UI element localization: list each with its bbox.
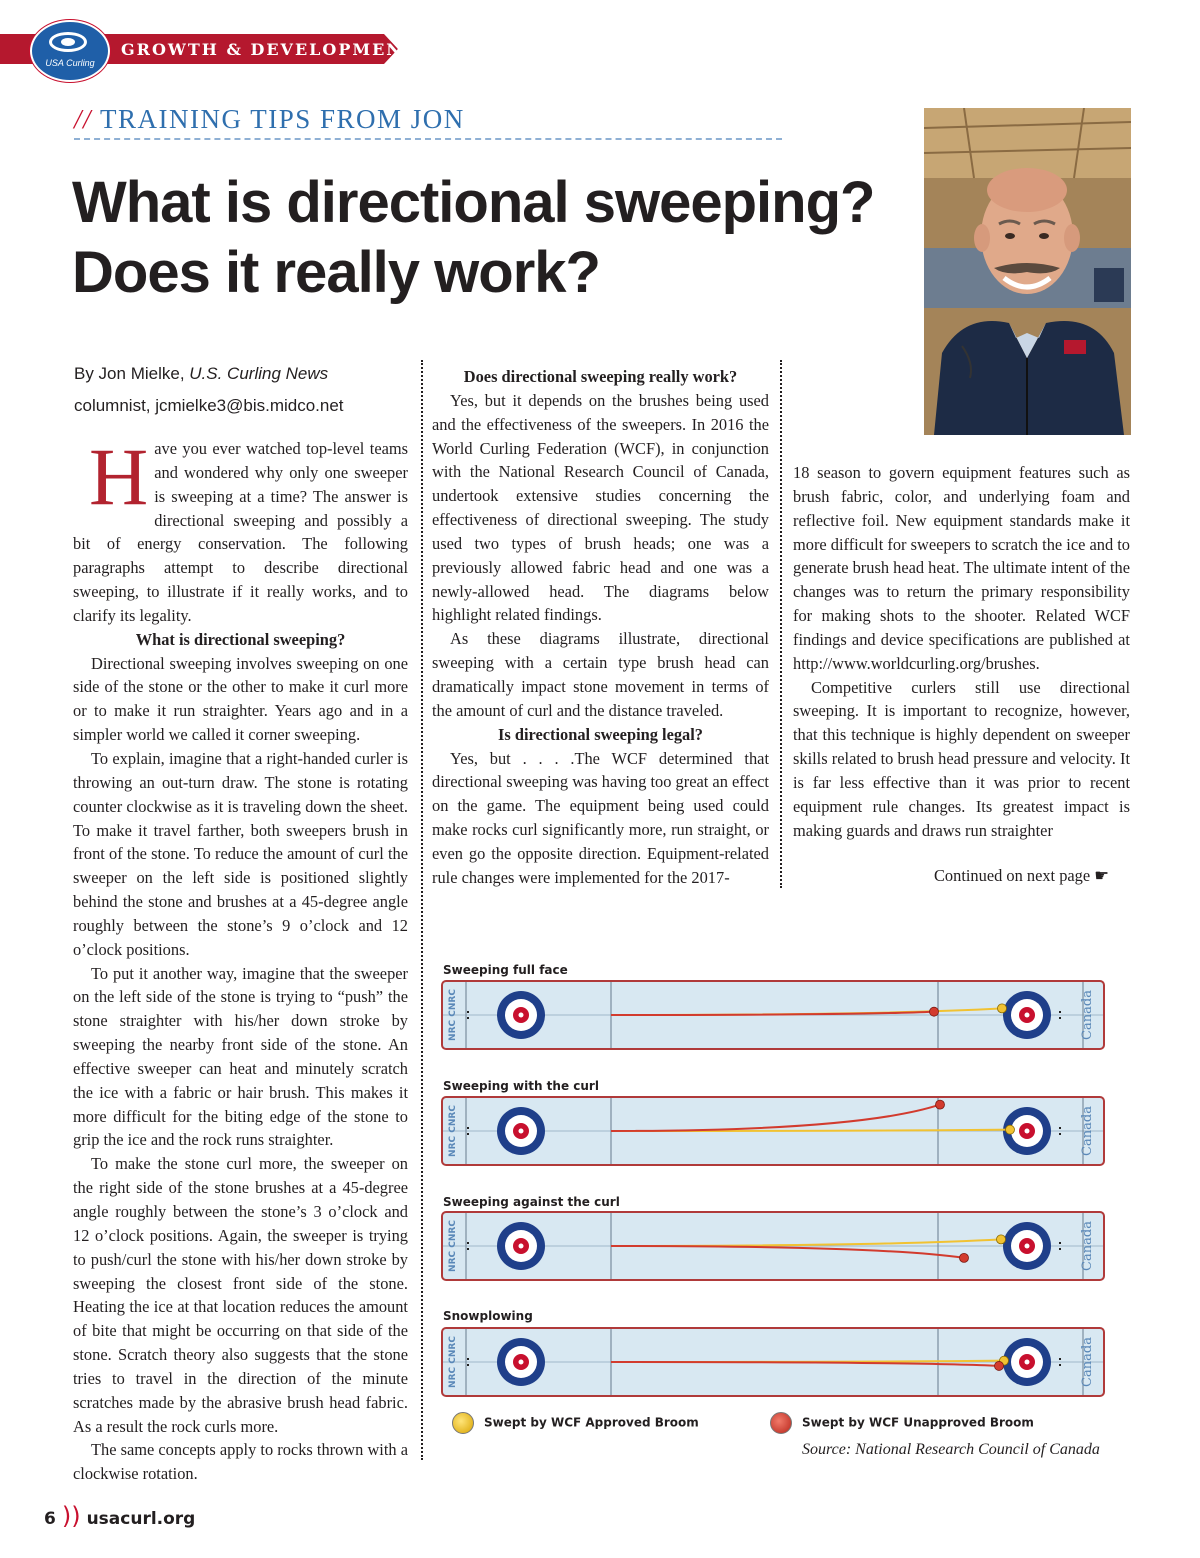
title-line-1: What is directional sweeping? xyxy=(72,170,875,235)
house-far xyxy=(1003,991,1051,1039)
curling-sheet xyxy=(441,1327,1105,1397)
paragraph: To make the stone curl more, the sweeper on the right side of the stone brushes at a 45-degree angle roughly between the stone’s 3 o’clock and 12 o’clock positions. Again, the sweeper is trying to push/curl the stone with his/her down stroke by sweeping the closest front side of the stone. Heating the ice at that location reduces the amount of bite that might be occurring on that side of the stone. Scratch theory also suggests that the stone tries to travel in the direction of the minute scratches made by the abrasive brush head fabric. As a result the rock curls more. xyxy=(73,1154,408,1436)
kicker-slashes: // xyxy=(74,104,93,134)
paragraph: Yes, but . . . .The WCF determined that directional sweeping was having too great an effect on the game. The equipment being used could make rocks curl significantly more, run straight, or even go the opposite direction. Equipment-related rule changes were implemented for the 2017- xyxy=(432,748,769,887)
footer-url: usacurl.org xyxy=(86,1509,196,1529)
approved-stone xyxy=(997,1235,1006,1244)
author-photo xyxy=(924,108,1131,435)
diagram-title: Sweeping against the curl xyxy=(443,1195,620,1209)
unapproved-stone xyxy=(960,1253,969,1262)
paragraph: To put it another way, imagine that the sweeper on the left side of the stone is trying to “push” the stone straighter with his/her down stroke by sweeping the nearby front side of the stone. An effective sweeper can heat and minutely scratch the ice with a fabric or hair brush. This makes it more difficult for the biting edge of the stone to grip the ice and the rock runs straighter. xyxy=(73,963,408,1150)
page-title xyxy=(72,168,912,308)
paragraph: To explain, imagine that a right-handed curler is throwing an out-turn draw. The stone is rotating counter clockwise as it is traveling down the sheet. To make it travel farther, both sweepers brush in front of the stone. To reduce the amount of curl the sweeper on the left side is positioned slightly behind the stone and brushes at a 45-degree angle roughly between the stone’s 9 o’clock and 12 o’clock positions. xyxy=(73,748,408,959)
diagram-title: Snowplowing xyxy=(443,1309,533,1323)
subheading: What is directional sweeping? xyxy=(135,629,346,649)
column-divider xyxy=(421,360,423,1460)
approved-path xyxy=(611,1239,1001,1246)
red-stone-icon xyxy=(770,1412,792,1434)
title-line-2: Does it really work? xyxy=(72,240,600,305)
curling-stone-icon xyxy=(49,32,87,52)
house-far xyxy=(1003,1338,1051,1386)
column-divider xyxy=(780,360,782,888)
sheet-label-right: Canada xyxy=(1080,990,1095,1040)
section-label: GROWTH & DEVELOPMENT xyxy=(121,40,417,59)
diagram-title: Sweeping with the curl xyxy=(443,1079,599,1093)
subheading: Is directional sweeping legal? xyxy=(497,724,704,744)
sheet-label-left: NRC CNRC xyxy=(448,1220,458,1272)
sheet-label-left: NRC CNRC xyxy=(448,1336,458,1388)
sheet-label-right: Canada xyxy=(1080,1221,1095,1271)
article-column-1 xyxy=(73,431,408,1486)
house-far xyxy=(1003,1222,1051,1270)
kicker xyxy=(74,104,465,135)
unapproved-path xyxy=(611,1362,999,1366)
sheet-label-right: Canada xyxy=(1080,1106,1095,1156)
diagram-title: Sweeping full face xyxy=(443,963,568,977)
continued-note: Continued on next page ☛ xyxy=(934,866,1109,885)
curling-sheet xyxy=(441,1096,1105,1166)
curling-sheet xyxy=(441,1211,1105,1281)
paragraph: Yes, but it depends on the brushes being used and the effectiveness of the sweepers. In 2016 the World Curling Federation (WCF), in conjunction with the National Research Council of Canada, undertook extensive studies concerning the effectiveness of directional sweeping. The study used two types of brush heads; one was a previously allowed fabric head and one was a newly-allowed head. The diagrams below highlight related findings. xyxy=(432,390,769,625)
house-near xyxy=(497,1338,545,1386)
footer-ornament: )) xyxy=(61,1502,81,1530)
unapproved-path xyxy=(611,1105,940,1131)
divider xyxy=(74,138,782,140)
drop-cap: H xyxy=(89,431,149,522)
paragraph: The same concepts apply to rocks thrown with a clockwise rotation. xyxy=(73,1440,408,1484)
article-column-2 xyxy=(432,365,769,890)
house-near xyxy=(497,1107,545,1155)
curling-sheet xyxy=(441,980,1105,1050)
page-footer xyxy=(44,1502,195,1530)
unapproved-stone xyxy=(995,1361,1004,1370)
kicker-text: TRAINING TIPS FROM JON xyxy=(100,104,465,134)
yellow-stone-icon xyxy=(452,1412,474,1434)
unapproved-path xyxy=(611,1246,964,1258)
intro-paragraph: Have you ever watched top-level teams and wondered why only one sweeper is sweeping at a time? The answer is directional sweeping and possibly a bit of energy conservation. The following paragraphs attempt to describe directional sweeping, to illustrate if it really works, and to clarify its legality. xyxy=(73,431,408,625)
byline-contact: columnist, jcmielke3@bis.midco.net xyxy=(74,396,344,415)
approved-stone xyxy=(1006,1125,1015,1134)
article-column-3 xyxy=(793,461,1130,843)
usa-curling-logo: USA Curling xyxy=(30,20,110,82)
house-near xyxy=(497,1222,545,1270)
subheading: Does directional sweeping really work? xyxy=(463,367,738,386)
unapproved-stone xyxy=(936,1100,945,1109)
paragraph: As these diagrams illustrate, directional sweeping with a certain type brush head can dramatically impact stone movement in terms of the amount of curl and the distance traveled. xyxy=(432,629,769,720)
byline-author: By Jon Mielke, U.S. Curling News xyxy=(74,364,329,383)
page-number: 6 xyxy=(44,1509,56,1529)
paragraph: 18 season to govern equipment features such as brush fabric, color, and underlying foam and reflective foil. New equipment standards make it more difficult for sweepers to scratch the ice and to generate brush head heat. The ultimate intent of the changes was to return the primary responsibility for making shots to the shooter. Related WCF findings and device specifications are published at http://www.worldcurling.org/brushes. xyxy=(793,463,1130,673)
unapproved-stone xyxy=(930,1007,939,1016)
legend-unapproved: Swept by WCF Unapproved Broom xyxy=(770,1412,1034,1434)
approved-stone xyxy=(998,1004,1007,1013)
paragraph: Directional sweeping involves sweeping on one side of the stone or the other to make it curl more or to make it run straighter. Years ago and in a simpler world we called it corner sweeping. xyxy=(73,653,408,745)
source-caption: Source: National Research Council of Canada xyxy=(802,1441,1100,1458)
sheet-label-left: NRC CNRC xyxy=(448,1105,458,1157)
paragraph: Competitive curlers still use directional sweeping. It is important to recognize, however, that this technique is highly dependent on sweeper skills related to brush head pressure and velocity. It is far less effective than it was prior to recent equipment rule changes. Its greatest impact is making guards and draws run straighter xyxy=(793,677,1130,840)
byline xyxy=(74,358,344,422)
sheet-label-left: NRC CNRC xyxy=(448,989,458,1041)
sheet-label-right: Canada xyxy=(1080,1337,1095,1387)
house-near xyxy=(497,991,545,1039)
legend-approved: Swept by WCF Approved Broom xyxy=(452,1412,699,1434)
